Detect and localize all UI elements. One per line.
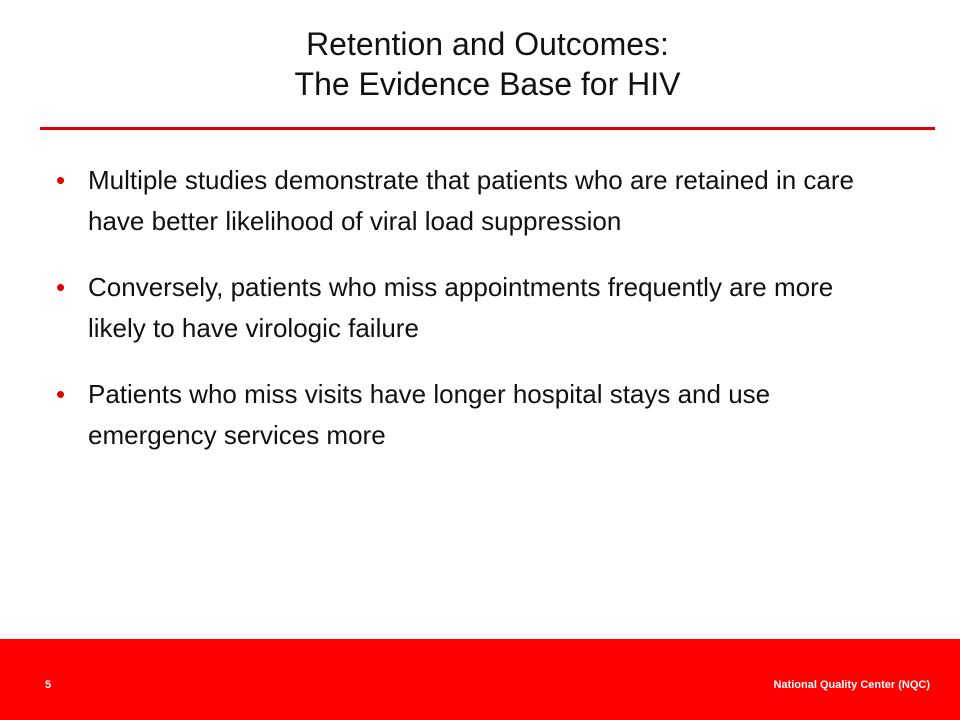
bullet-text: Conversely, patients who miss appointments frequently are more likely to have virologic failure xyxy=(88,272,834,343)
slide-title-line-1: Retention and Outcomes: xyxy=(306,26,669,62)
bullet-list xyxy=(56,160,896,481)
bullet-text: Multiple studies demonstrate that patients who are retained in care have better likelihood of viral load suppression xyxy=(88,165,854,236)
bullet-item xyxy=(56,267,896,349)
slide-title-line-2: The Evidence Base for HIV xyxy=(294,66,681,102)
bullet-point-icon: • xyxy=(56,272,66,302)
bullet-text: Patients who miss visits have longer hospital stays and use emergency services more xyxy=(88,379,771,450)
bullet-point-icon: • xyxy=(56,379,66,409)
slide-title xyxy=(0,24,960,104)
bullet-item xyxy=(56,160,896,242)
bullet-point-icon: • xyxy=(56,165,66,195)
footer-organization: National Quality Center (NQC) xyxy=(773,679,930,691)
footer-bar xyxy=(0,639,960,720)
title-divider xyxy=(40,127,935,130)
bullet-item xyxy=(56,374,896,456)
page-number: 5 xyxy=(45,679,52,691)
